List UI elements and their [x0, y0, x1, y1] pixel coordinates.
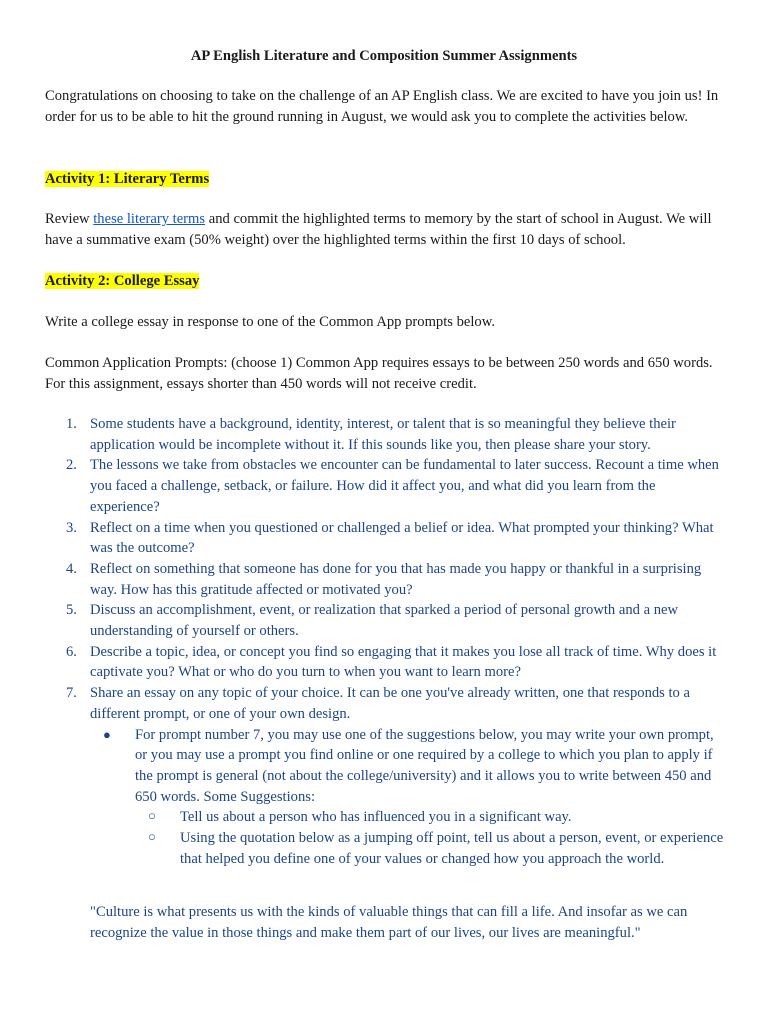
prompt-item: 1. Some students have a background, identity, interest, or talent that is so meaningful they believe their application would be incomplete without it. If this sounds like you, then please share your story.	[66, 416, 676, 453]
prompt7-sublist	[90, 725, 728, 870]
activity1-text-after: and commit the highlighted terms to memory by the start of school in August. We will have a summative exam (50% weight) over the highlighted terms within the first 10 days of school.	[45, 211, 712, 248]
suggestion-item: ○ Tell us about a person who has influenced you in a significant way.	[148, 808, 572, 826]
prompt-item: 2. The lessons we take from obstacles we encounter can be fundamental to later success. Recount a time when you faced a challenge, setback, or failure. How did it affect you, and what did you learn from the experience?	[66, 457, 719, 515]
prompt-item: 5. Discuss an accomplishment, event, or realization that sparked a period of personal growth and a new understanding of yourself or others.	[66, 602, 679, 640]
prompt-item: 7. Share an essay on any topic of your choice. It can be one you've already written, one that responds to a different prompt, or one of your own design. ● For prompt number 7, you may use one of the suggestions below, you may write your own prompt, or you may use a prompt you find online or one required by a college to which you plan to apply if the prompt is general (not about the college/university) and it allows you to write between 450 and 650 words. Some Suggestions: ○ Tell us about a person who has influenced you in a significant way. ○ Using the quotation below as a jumping off point, tell us about a person, event, or experience that helped you define one of your values or changed how you approach the world.	[45, 683, 728, 869]
intro-paragraph: Congratulations on choosing to take on the challenge of an AP English class. We are excited to have you join us! In order for us to be able to hit the ground running in August, we would ask you to complete the activities below.	[45, 88, 719, 125]
prompts-list	[45, 414, 728, 869]
hollow-bullet-icon: ○	[148, 808, 156, 824]
prompt-item: 6. Describe a topic, idea, or concept you find so engaging that it makes you lose all track of time. Why does it captivate you? What or who do you turn to when you want to learn more?	[66, 643, 717, 681]
activity2-heading-line	[45, 271, 728, 292]
activity1-heading: Activity 1: Literary Terms	[45, 171, 210, 187]
document-title: AP English Literature and Composition Summer Assignments	[190, 48, 578, 64]
prompt-item: 3. Reflect on a time when you questioned or challenged a belief or idea. What prompted your thinking? What was the outcome?	[66, 519, 714, 557]
prompt-item: 4. Reflect on something that someone has done for you that has made you happy or thankful in a surprising way. How has this gratitude affected or motivated you?	[66, 560, 702, 598]
suggestion-item: ○ Using the quotation below as a jumping off point, tell us about a person, event, or experience that helped you define one of your values or changed how you approach the world.	[148, 829, 724, 867]
activity1-text-before: Review	[45, 211, 94, 227]
hollow-bullet-icon: ○	[148, 829, 156, 845]
culture-quote: "Culture is what presents us with the kinds of valuable things that can fill a life. And insofar as we can recognize the value in those things and make them part of our lives, our lives are meaningful."	[90, 904, 688, 941]
activity2-requirements: Common Application Prompts: (choose 1) Common App requires essays to be between 250 words and 650 words. For this assignment, essays shorter than 450 words will not receive credit.	[45, 355, 713, 392]
activity1-paragraph	[45, 209, 728, 250]
activity1-heading-line	[45, 169, 728, 190]
suggestions-list	[135, 807, 728, 869]
literary-terms-link[interactable]: these literary terms	[93, 211, 206, 227]
activity2-instruction: Write a college essay in response to one of the Common App prompts below.	[45, 314, 495, 330]
bullet-icon: ●	[103, 726, 111, 742]
activity2-heading: Activity 2: College Essay	[45, 273, 200, 289]
prompt7-note-item: ● For prompt number 7, you may use one of the suggestions below, you may write your own prompt, or you may use a prompt you find online or one required by a college to which you plan to apply if the prompt is general (not about the college/university) and it allows you to write between 450 and 650 words. Some Suggestions: ○ Tell us about a person who has influenced you in a significant way. ○ Using the quotation below as a jumping off point, tell us about a person, event, or experience that helped you define one of your values or changed how you approach the world.	[90, 725, 728, 870]
